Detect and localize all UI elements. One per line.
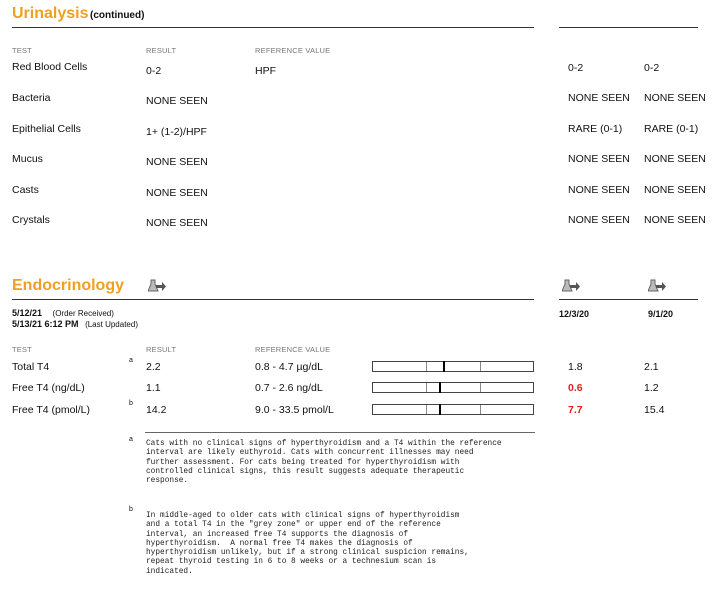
test-result: 1.1: [146, 382, 161, 394]
test-result: 1+ (1-2)/HPF: [146, 126, 207, 138]
endocrinology-prev-rule: [559, 299, 698, 300]
last-updated: [12, 319, 138, 329]
test-reference: 9.0 - 33.5 pmol/L: [255, 404, 334, 416]
prev-date-2: 9/1/20: [648, 309, 674, 319]
reference-range-bar: [372, 382, 534, 393]
last-updated-date: 5/13/21 6:12 PM: [12, 319, 79, 329]
test-name: Free T4 (pmol/L): [12, 404, 90, 416]
prev-result-1: NONE SEEN: [568, 214, 630, 226]
footnote-rule: [145, 432, 535, 433]
footnote-a-text: Cats with no clinical signs of hyperthyroidism and a T4 within the reference interval are likely euthyroid. Cats with concurrent illnesses may need further assessment. For cats being treated for hyperthyroidism with controlled clinical signs, this result suggests adequate therapeutic response.: [146, 440, 502, 486]
range-tick: [480, 405, 481, 414]
test-result: NONE SEEN: [146, 187, 208, 199]
test-result: 2.2: [146, 361, 161, 373]
footnote-marker: a: [129, 357, 133, 364]
col-header-test: TEST: [12, 345, 32, 354]
range-tick: [426, 362, 427, 371]
range-tick: [426, 405, 427, 414]
range-tick: [426, 383, 427, 392]
test-name: Free T4 (ng/dL): [12, 382, 85, 394]
test-result: NONE SEEN: [146, 156, 208, 168]
test-result: NONE SEEN: [146, 217, 208, 229]
urinalysis-rule: [12, 27, 534, 28]
prev-result-1: RARE (0-1): [568, 123, 623, 135]
col-header-result: RESULT: [146, 345, 177, 354]
prev-date-1: 12/3/20: [559, 309, 590, 319]
prev-result-1: NONE SEEN: [568, 184, 630, 196]
prev-result-2: 1.2: [644, 382, 659, 394]
range-tick: [480, 383, 481, 392]
col-header-reference: REFERENCE VALUE: [255, 345, 331, 354]
result-marker: [439, 404, 441, 415]
flask-arrow-icon[interactable]: [562, 278, 580, 294]
reference-range-bar: [372, 404, 534, 415]
test-name: Red Blood Cells: [12, 61, 88, 73]
prev-result-2: 15.4: [644, 404, 665, 416]
order-received: [12, 308, 114, 318]
test-name: Epithelial Cells: [12, 123, 81, 135]
result-marker: [439, 382, 441, 393]
flask-arrow-icon[interactable]: [648, 278, 666, 294]
prev-result-2: NONE SEEN: [644, 214, 706, 226]
prev-result-2: NONE SEEN: [644, 92, 706, 104]
footnote-b-text: In middle-aged to older cats with clinical signs of hyperthyroidism and a total T4 in the "grey zone" or upper end of the reference interval, an increased free T4 supports the diagnosis of hyperthyroidism. A normal free T4 makes the diagnosis of hyperthyroidism unlikely, but if a strong clinical suspicion remains, repeat thyroid testing in 6 to 8 weeks or a technesium scan is indicated.: [146, 512, 469, 576]
test-name: Total T4: [12, 361, 50, 373]
prev-result-1-flagged: 7.7: [568, 404, 583, 416]
flask-arrow-icon[interactable]: [148, 278, 166, 294]
prev-result-1: 0-2: [568, 62, 584, 74]
endocrinology-rule: [12, 299, 534, 300]
order-received-label: (Order Received): [52, 309, 114, 318]
footnote-marker: b: [129, 400, 133, 407]
test-name: Crystals: [12, 214, 50, 226]
urinalysis-subtitle: (continued): [90, 10, 145, 21]
result-marker: [443, 361, 445, 372]
test-result: 14.2: [146, 404, 167, 416]
prev-result-1: NONE SEEN: [568, 153, 630, 165]
test-reference: HPF: [255, 65, 276, 77]
prev-result-2: 2.1: [644, 361, 659, 373]
last-updated-label: (Last Updated): [85, 320, 138, 329]
prev-result-2: NONE SEEN: [644, 153, 706, 165]
col-header-reference: REFERENCE VALUE: [255, 46, 331, 55]
test-result: 0-2: [146, 65, 162, 77]
test-name: Bacteria: [12, 92, 51, 104]
col-header-test: TEST: [12, 46, 32, 55]
order-received-date: 5/12/21: [12, 308, 43, 318]
test-name: Mucus: [12, 153, 43, 165]
urinalysis-prev-rule: [559, 27, 698, 28]
prev-result-1: NONE SEEN: [568, 92, 630, 104]
reference-range-bar: [372, 361, 534, 372]
col-header-result: RESULT: [146, 46, 177, 55]
test-result: NONE SEEN: [146, 95, 208, 107]
urinalysis-title: Urinalysis: [12, 5, 89, 22]
prev-result-2: NONE SEEN: [644, 184, 706, 196]
prev-result-1-flagged: 0.6: [568, 382, 583, 394]
prev-result-2: 0-2: [644, 62, 660, 74]
test-name: Casts: [12, 184, 39, 196]
footnote-a-marker: a: [129, 436, 133, 443]
prev-result-2: RARE (0-1): [644, 123, 699, 135]
range-tick: [480, 362, 481, 371]
footnote-b-marker: b: [129, 506, 133, 513]
test-reference: 0.8 - 4.7 µg/dL: [255, 361, 323, 373]
endocrinology-title: Endocrinology: [12, 277, 124, 294]
prev-result-1: 1.8: [568, 361, 583, 373]
test-reference: 0.7 - 2.6 ng/dL: [255, 382, 323, 394]
